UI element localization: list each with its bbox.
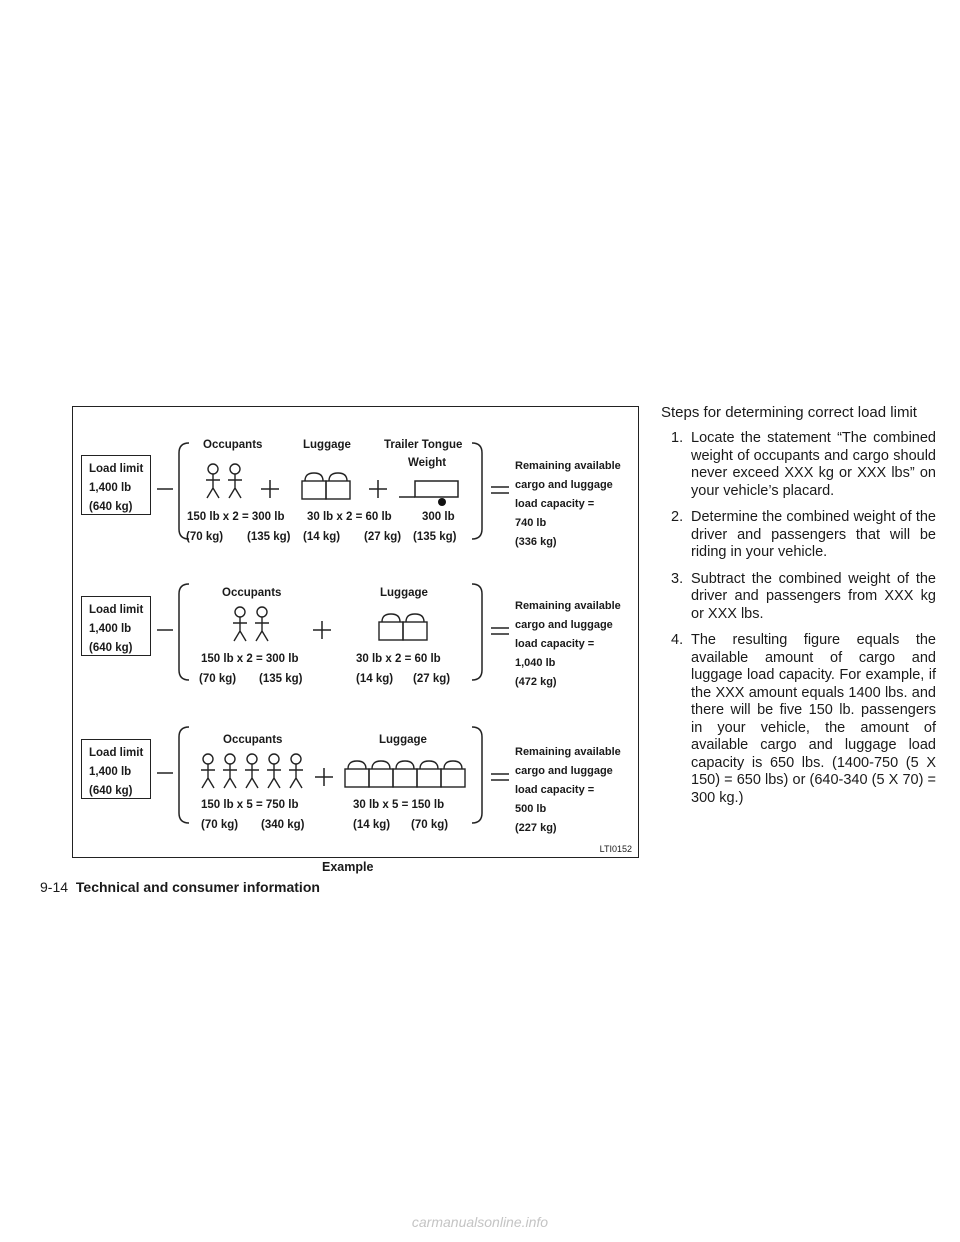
- step-text: Locate the statement “The combined weight of occupants and cargo should never exceed XXX kg or XXX lbs” on your vehicle’s placard.: [691, 430, 936, 499]
- step-text: The resulting figure equals the available amount of cargo and luggage load capacity. For example, if the XXX amount equals 1400 lbs. and there will be five 150 lb. passengers in your vehicle, the amount of available cargo and luggage load capacity is 650 lbs. (1400-750 (5 X 150) = 650 lbs) or (640-340 (5 X 70) = 300 kg.): [691, 632, 936, 806]
- remaining-line-1: Remaining available: [515, 600, 621, 612]
- luggage-icon: [441, 761, 465, 787]
- stick-figure-icon: [233, 607, 247, 641]
- luggage-kg-total: (27 kg): [413, 673, 451, 685]
- load-limit-title: Load limit: [89, 463, 144, 475]
- step-number: 1.: [671, 430, 684, 446]
- stick-figure-icon: [245, 754, 259, 788]
- remaining-line-2: cargo and luggage: [515, 765, 613, 777]
- luggage-icon: [403, 614, 427, 640]
- remaining-lb: 1,040 lb: [515, 657, 556, 669]
- remaining-line-2: cargo and luggage: [515, 619, 613, 631]
- equals-icon: [491, 483, 509, 497]
- trailer-calc: 300 lb: [422, 511, 455, 523]
- remaining-line-3: load capacity =: [515, 784, 595, 796]
- occupant-figures: [204, 463, 248, 506]
- minus-icon: [157, 487, 173, 491]
- plus-icon: [368, 479, 388, 499]
- occupants-kg-total: (340 kg): [261, 819, 305, 831]
- luggage-figures: [300, 471, 352, 506]
- left-brace-icon: [176, 441, 190, 541]
- luggage-label: Luggage: [379, 734, 427, 746]
- remaining-line-2: cargo and luggage: [515, 479, 613, 491]
- remaining-line-1: Remaining available: [515, 746, 621, 758]
- right-brace-icon: [471, 725, 485, 825]
- occupants-calc: 150 lb x 2 = 300 lb: [201, 653, 299, 665]
- luggage-icon: [326, 473, 350, 499]
- load-limit-kg: (640 kg): [89, 785, 133, 797]
- step-text: Subtract the combined weight of the driver and passengers from XXX kg or XXX lbs.: [691, 570, 936, 622]
- plus-icon: [314, 767, 334, 787]
- occupants-kg-total: (135 kg): [259, 673, 303, 685]
- stick-figure-icon: [267, 754, 281, 788]
- page-number: 9-14: [40, 879, 69, 895]
- occupants-label: Occupants: [203, 439, 263, 451]
- luggage-label: Luggage: [303, 439, 351, 451]
- luggage-kg-each: (14 kg): [356, 673, 394, 685]
- occupant-figures: [199, 753, 309, 796]
- occupants-kg-each: (70 kg): [201, 819, 239, 831]
- remaining-kg: (472 kg): [515, 676, 557, 688]
- step-text: Determine the combined weight of the driver and passengers that will be riding in your vehicle.: [691, 509, 936, 560]
- luggage-calc: 30 lb x 2 = 60 lb: [307, 511, 392, 523]
- example-row-1: [73, 437, 638, 577]
- load-limit-kg: (640 kg): [89, 501, 133, 513]
- stick-figure-icon: [201, 754, 215, 788]
- occupants-label: Occupants: [222, 587, 282, 599]
- trailer-weight-label: Weight: [408, 457, 447, 469]
- load-example-figure: [72, 406, 639, 858]
- trailer-label: Trailer Tongue: [384, 439, 463, 451]
- remaining-line-3: load capacity =: [515, 638, 595, 650]
- remaining-capacity: [515, 597, 621, 692]
- luggage-kg-each: (14 kg): [353, 819, 391, 831]
- step-item: [661, 571, 936, 624]
- remaining-lb: 740 lb: [515, 517, 547, 529]
- luggage-calc: 30 lb x 2 = 60 lb: [356, 653, 441, 665]
- minus-icon: [157, 628, 173, 632]
- remaining-line-1: Remaining available: [515, 460, 621, 472]
- luggage-icon: [379, 614, 403, 640]
- luggage-icon: [345, 761, 369, 787]
- stick-figure-icon: [223, 754, 237, 788]
- load-limit-title: Load limit: [89, 604, 144, 616]
- occupants-calc: 150 lb x 5 = 750 lb: [201, 799, 299, 811]
- right-brace-icon: [471, 582, 485, 682]
- remaining-lb: 500 lb: [515, 803, 547, 815]
- figure-caption: Example: [322, 860, 374, 874]
- stick-figure-icon: [289, 754, 303, 788]
- remaining-capacity: [515, 743, 621, 838]
- load-limit-lb: 1,400 lb: [89, 766, 132, 778]
- occupants-calc: 150 lb x 2 = 300 lb: [187, 511, 285, 523]
- plus-icon: [312, 620, 332, 640]
- luggage-kg-total: (70 kg): [411, 819, 449, 831]
- luggage-label: Luggage: [380, 587, 428, 599]
- watermark: carmanualsonline.info: [411, 1214, 549, 1230]
- step-number: 4.: [671, 632, 684, 648]
- load-limit-lb: 1,400 lb: [89, 623, 132, 635]
- step-item: [661, 632, 936, 807]
- luggage-calc: 30 lb x 5 = 150 lb: [353, 799, 445, 811]
- occupants-label: Occupants: [223, 734, 283, 746]
- luggage-icon: [302, 473, 326, 499]
- load-limit-box: [81, 455, 151, 515]
- load-limit-box: [81, 596, 151, 656]
- luggage-icon: [369, 761, 393, 787]
- luggage-kg-total: (27 kg): [364, 531, 402, 543]
- right-brace-icon: [471, 441, 485, 541]
- left-brace-icon: [176, 725, 190, 825]
- steps-list: [661, 430, 936, 807]
- remaining-kg: (336 kg): [515, 536, 557, 548]
- stick-figure-icon: [206, 464, 220, 498]
- load-limit-kg: (640 kg): [89, 642, 133, 654]
- example-row-3: [73, 723, 638, 863]
- load-limit-box: [81, 739, 151, 799]
- luggage-figures: [377, 612, 429, 647]
- step-item: [661, 430, 936, 500]
- occupants-kg-each: (70 kg): [186, 531, 224, 543]
- left-brace-icon: [176, 582, 190, 682]
- plus-icon: [260, 479, 280, 499]
- load-limit-title: Load limit: [89, 747, 144, 759]
- step-number: 2.: [671, 509, 684, 525]
- stick-figure-icon: [255, 607, 269, 641]
- luggage-kg-each: (14 kg): [303, 531, 341, 543]
- remaining-capacity: [515, 457, 621, 552]
- page-footer: [40, 879, 320, 895]
- remaining-kg: (227 kg): [515, 822, 557, 834]
- remaining-line-3: load capacity =: [515, 498, 595, 510]
- minus-icon: [157, 771, 173, 775]
- section-title: Technical and consumer information: [75, 879, 320, 895]
- trailer-kg: (135 kg): [413, 531, 457, 543]
- occupants-kg-total: (135 kg): [247, 531, 291, 543]
- luggage-figures: [343, 759, 467, 794]
- luggage-icon: [393, 761, 417, 787]
- trailer-hitch-icon: [399, 477, 461, 507]
- stick-figure-icon: [228, 464, 242, 498]
- occupants-kg-each: (70 kg): [199, 673, 237, 685]
- example-row-2: [73, 580, 638, 720]
- step-number: 3.: [671, 570, 684, 587]
- steps-heading: Steps for determining correct load limit: [661, 404, 917, 421]
- steps-section: [661, 404, 936, 816]
- figure-id: LTI0152: [599, 844, 632, 854]
- step-item: [661, 509, 936, 562]
- occupant-figures: [231, 606, 275, 649]
- equals-icon: [491, 770, 509, 784]
- luggage-icon: [417, 761, 441, 787]
- equals-icon: [491, 624, 509, 638]
- load-limit-lb: 1,400 lb: [89, 482, 132, 494]
